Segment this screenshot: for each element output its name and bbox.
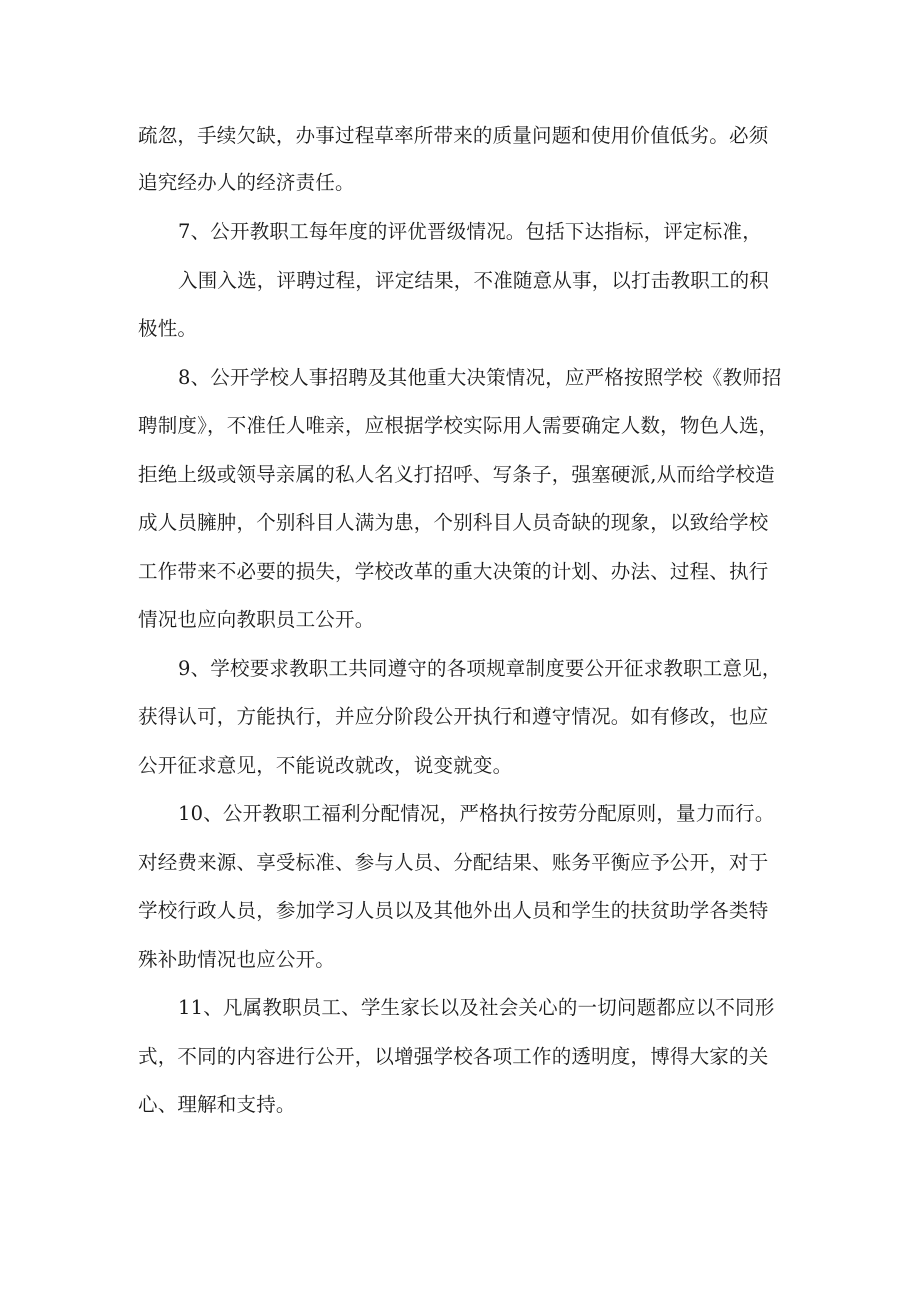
paragraph-7-start: 7、公开教职工每年度的评优晋级情况。包括下达指标，评定标准， <box>178 220 762 243</box>
text-line: 学校行政人员，参加学习人员以及其他外出人员和学生的扶贫助学各类特 <box>138 899 769 922</box>
text-line: 式，不同的内容进行公开，以增强学校各项工作的透明度，博得大家的关 <box>138 1045 769 1068</box>
paragraph-10-start: 10、公开教职工福利分配情况，严格执行按劳分配原则，量力而行。 <box>178 802 775 825</box>
paragraph-8-start: 8、公开学校人事招聘及其他重大决策情况，应严格按照学校《教师招 <box>178 366 782 389</box>
text-line: 拒绝上级或领导亲属的私人名义打招呼、写条子，强塞硬派,从而给学校造 <box>138 463 775 486</box>
text-line: 心、理解和支持。 <box>138 1093 296 1116</box>
text-line: 获得认可，方能执行，并应分阶段公开执行和遵守情况。如有修改，也应 <box>138 705 769 728</box>
paragraph-11-start: 11、凡属教职员工、学生家长以及社会关心的一切问题都应以不同形 <box>178 996 775 1019</box>
text-line: 疏忽，手续欠缺，办事过程草率所带来的质量问题和使用价值低劣。必须 <box>138 124 769 147</box>
text-line: 极性。 <box>138 317 198 340</box>
paragraph-9-start: 9、学校要求教职工共同遵守的各项规章制度要公开征求教职工意见， <box>178 657 782 680</box>
text-line: 追究经办人的经济责任。 <box>138 171 355 194</box>
text-line: 工作带来不必要的损失，学校改革的重大决策的计划、办法、过程、执行 <box>138 560 769 583</box>
text-line: 聘制度》，不准任人唯亲，应根据学校实际用人需要确定人数，物色人选， <box>138 414 779 437</box>
text-line: 入围入选，评聘过程，评定结果，不准随意从事，以打击教职工的积 <box>178 269 770 292</box>
text-line: 情况也应向教职员工公开。 <box>138 608 375 631</box>
text-line: 成人员臃肿，个别科目人满为患，个别科目人员奇缺的现象，以致给学校 <box>138 511 769 534</box>
text-line: 殊补助情况也应公开。 <box>138 948 336 971</box>
text-line: 对经费来源、享受标准、参与人员、分配结果、账务平衡应予公开，对于 <box>138 851 769 874</box>
text-line: 公开征求意见，不能说改就改，说变就变。 <box>138 754 513 777</box>
